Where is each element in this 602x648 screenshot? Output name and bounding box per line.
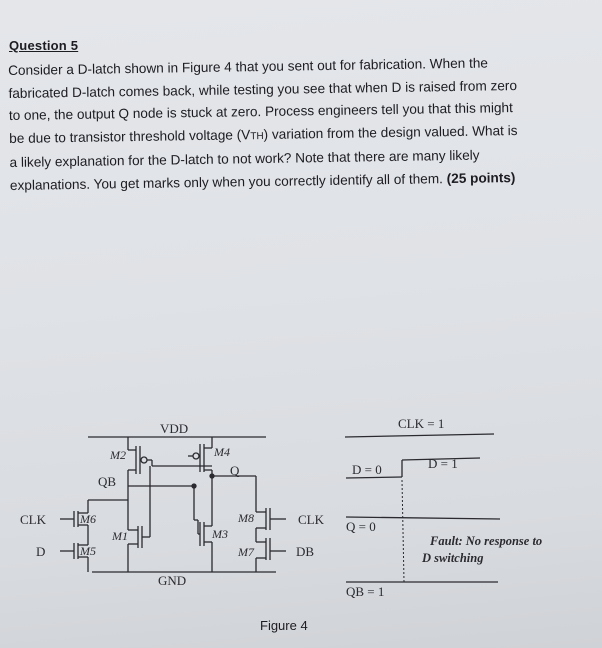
m1-label: M1: [112, 529, 128, 543]
m2-label: M2: [110, 448, 126, 462]
d-high-label: D = 1: [428, 456, 458, 471]
m8-label: M8: [238, 511, 254, 525]
figure-caption: Figure 4: [260, 618, 308, 633]
vth-text-post: ) variation from the design valued. What is: [263, 122, 518, 142]
question-title: Question 5: [9, 38, 79, 53]
points-label: (25 points): [446, 170, 516, 187]
d-low-waveform: [346, 477, 402, 478]
qb-node-label: QB: [98, 474, 117, 489]
gnd-label: GND: [158, 573, 187, 588]
m4-bubble: [193, 453, 199, 459]
q-node-label: Q: [230, 463, 240, 478]
q-low-label: Q = 0: [346, 519, 376, 534]
m7-label: M7: [238, 545, 254, 559]
clk-waveform: [345, 434, 494, 437]
d-input-label: D: [36, 544, 46, 559]
vdd-label: VDD: [160, 421, 189, 436]
d-low-label: D = 0: [352, 462, 382, 477]
fault-line-2: D switching: [422, 551, 484, 565]
question-line-5: a likely explanation for the D-latch to not work? Note that there are many likely: [9, 147, 480, 171]
clk-high-label: CLK = 1: [398, 416, 445, 431]
m4-label: M4: [214, 445, 230, 459]
vth-text-pre: be due to transistor threshold voltage (V: [9, 126, 251, 146]
vth-subscript: TH: [250, 130, 264, 142]
fault-line-1: Fault: No response to: [430, 534, 543, 548]
clk-right-label: CLK: [298, 512, 324, 527]
qb-high-label: QB = 1: [346, 584, 385, 599]
m2-bubble: [141, 457, 147, 463]
db-input-label: DB: [296, 544, 315, 559]
m6-label: M6: [80, 512, 96, 526]
question-line-2: fabricated D-latch comes back, while testing you see that when D is raised from zero: [8, 77, 518, 101]
clk-left-label: CLK: [20, 512, 46, 527]
d-edge-marker: [402, 480, 404, 582]
question-line-6: explanations. You get marks only when you correctly identify all of them. (25 points): [9, 170, 516, 193]
m5-label: M5: [80, 544, 96, 558]
question-line-1: Consider a D-latch shown in Figure 4 that you sent out for fabrication. When the: [8, 55, 489, 78]
m3-label: M3: [212, 527, 228, 541]
question-line-3: to one, the output Q node is stuck at zero. Process engineers tell you that this might: [8, 100, 513, 124]
